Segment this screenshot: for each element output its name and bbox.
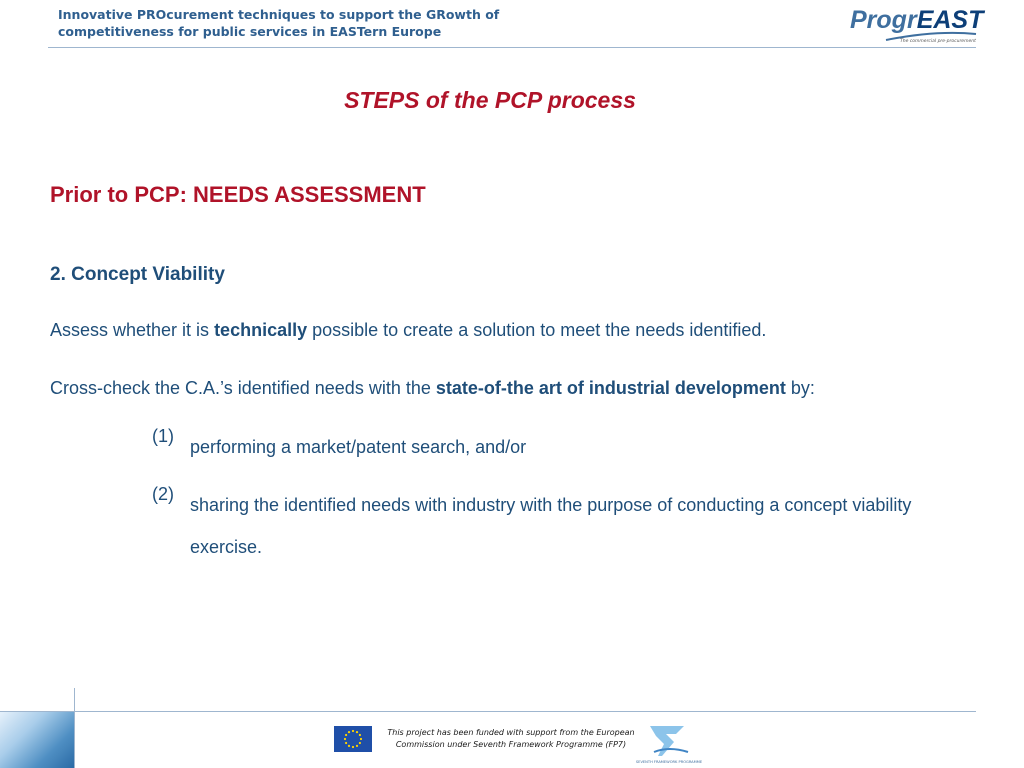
funding-line2: Commission under Seventh Framework Programme (FP7) (395, 740, 627, 749)
paragraph-assess (50, 320, 766, 341)
header-divider (48, 47, 976, 48)
project-title-line2: competitiveness for public services in EASTern Europe (58, 24, 442, 39)
list-number: (1) (152, 426, 174, 446)
paragraph-crosscheck-before: Cross-check the C.A.’s identified needs with the (50, 378, 436, 398)
fp7-label: SEVENTH FRAMEWORK PROGRAMME (635, 760, 703, 764)
project-title-line1: Innovative PROcurement techniques to support the GRowth of (58, 7, 500, 22)
footer-corner-graphic (0, 712, 74, 768)
paragraph-crosscheck (50, 378, 815, 399)
paragraph-crosscheck-after: by: (785, 378, 815, 398)
footer-vertical-divider (74, 688, 75, 768)
list-text: sharing the identified needs with industry with the purpose of conducting a concept viability exercise. (190, 495, 912, 557)
logo-part1: Progr (850, 6, 917, 34)
slide-title: STEPS of the PCP process (344, 87, 636, 113)
paragraph-assess-after: possible to create a solution to meet the needs identified. (307, 320, 767, 340)
eu-flag-icon (334, 726, 372, 752)
footer-divider (0, 711, 976, 712)
logo-tagline: The commercial pre-procurement (900, 39, 976, 44)
funding-notice (380, 727, 642, 751)
fp7-logo-icon (635, 722, 703, 766)
paragraph-assess-before: Assess whether it is (50, 320, 215, 340)
section-heading: Prior to PCP: NEEDS ASSESSMENT (50, 182, 426, 207)
list-text: performing a market/patent search, and/or (190, 437, 527, 457)
logo-part2: EAST (916, 6, 984, 34)
paragraph-assess-bold: technically (214, 320, 308, 340)
sub-heading: 2. Concept Viability (50, 264, 225, 285)
logo-swoosh-icon (846, 28, 980, 44)
funding-line1: This project has been funded with support from the European (387, 728, 635, 737)
progreast-logo (846, 6, 984, 46)
list-number: (2) (152, 484, 174, 504)
project-title (58, 6, 518, 40)
paragraph-crosscheck-bold: state-of-the art of industrial development (435, 378, 786, 398)
